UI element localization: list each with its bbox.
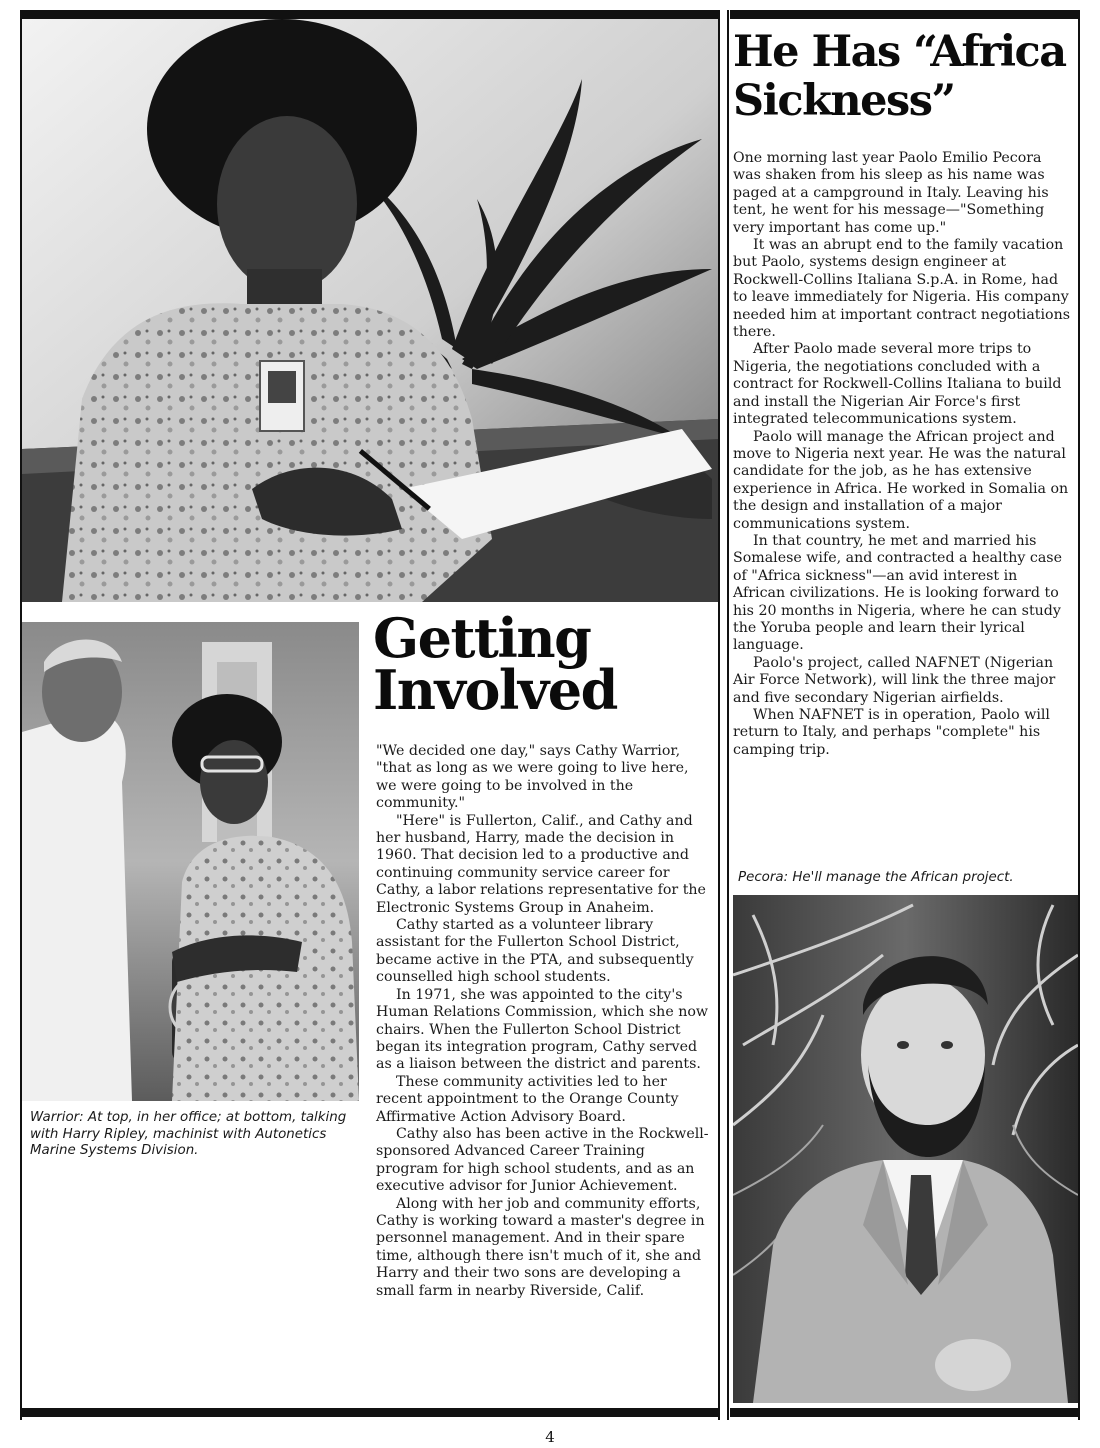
left-paragraph-3: Cathy started as a volunteer library assistant for the Fullerton School District, became active in the PTA, and subsequently counselled high school students. <box>376 917 694 986</box>
left-paragraph-7: Along with her job and community efforts, Cathy is working toward a master's degree in personnel management. And in their spare time, although there isn't much of it, she and Harry and their two sons are developing a small farm in nearby Riverside, Calif. <box>376 1195 705 1299</box>
right-border <box>1078 10 1080 1420</box>
left-paragraph-2: "Here" is Fullerton, Calif., and Cathy and her husband, Harry, made the decision in 1960. That decision led to a productive and continuing community service career for Cathy, a labor relations representative for the Electronic Systems Group in Anaheim. <box>376 812 706 916</box>
left-paragraph-4: In 1971, she was appointed to the city's Human Relations Commission, which she now chairs. When the Fullerton School District began its integration program, Cathy served as a liaison between the district and parents. <box>376 986 709 1073</box>
column-divider-right <box>727 10 729 1420</box>
column-divider-left <box>718 10 720 1420</box>
right-paragraph-6: Paolo's project, called NAFNET (Nigerian Air Force Network), will link the three major and five secondary Nigerian airfields. <box>733 654 1056 706</box>
right-headline-line1: He Has “Africa <box>733 27 1066 77</box>
top-rule-right <box>730 10 1079 19</box>
bottom-rule-right <box>730 1408 1079 1417</box>
right-paragraph-1: One morning last year Paolo Emilio Pecora was shaken from his sleep as his name was paged at a campground in Italy. Leaving his tent, he went for his message—"Something very important has come up." <box>733 150 1049 236</box>
right-photo <box>733 895 1078 1403</box>
bottom-rule-left <box>22 1408 718 1417</box>
right-paragraph-5: In that country, he met and married his Somalese wife, and contracted a healthy case of "Africa sickness"—an avid interest in African civilizations. He is looking forward to his 20 months in Nigeria, where he can study the Yoruba people and learn their lyrical language. <box>733 532 1062 654</box>
left-headline-line1: Getting <box>373 606 591 670</box>
page-number: 4 <box>545 1428 555 1446</box>
right-paragraph-2: It was an abrupt end to the family vacation but Paolo, systems design engineer at Rockwell-Collins Italiana S.p.A. in Rome, had to leave immediately for Nigeria. His company needed him at important contract negotiations there. <box>733 237 1070 341</box>
right-paragraph-4: Paolo will manage the African project and move to Nigeria next year. He was the natural candidate for the job, as he has extensive experience in Africa. He worked in Somalia on the design and installation of a major communications system. <box>733 428 1069 532</box>
right-headline <box>733 28 1066 126</box>
left-headline-line2: Involved <box>373 658 617 722</box>
right-paragraph-7: When NAFNET is in operation, Paolo will return to Italy, and perhaps "complete" his camping trip. <box>733 707 1050 758</box>
right-paragraph-3: After Paolo made several more trips to Nigeria, the negotiations concluded with a contract for Rockwell-Collins Italiana to build and install the Nigerian Air Force's first integrated telecommunications system. <box>733 341 1062 428</box>
left-paragraph-5: These community activities led to her recent appointment to the Orange County Affirmative Action Advisory Board. <box>376 1073 679 1125</box>
bottom-left-photo <box>22 622 359 1101</box>
top-photo <box>22 19 718 602</box>
top-rule-left <box>22 10 718 19</box>
left-headline <box>373 606 617 722</box>
right-photo-caption: Pecora: He'll manage the African project. <box>738 870 1014 885</box>
left-paragraph-6: Cathy also has been active in the Rockwell-sponsored Advanced Career Training program for high school students, and as an executive advisor for Junior Achievement. <box>376 1125 709 1195</box>
left-paragraph-1: "We decided one day," says Cathy Warrior, "that as long as we were going to live here, we were going to be involved in the community." <box>376 743 689 812</box>
right-headline-line2: Sickness” <box>733 76 955 126</box>
left-photo-caption: Warrior: At top, in her office; at bottom, talking with Harry Ripley, machinist with Autonetics Marine Systems Division. <box>30 1110 347 1159</box>
left-article-body <box>376 743 711 1300</box>
right-article-body <box>733 150 1071 759</box>
